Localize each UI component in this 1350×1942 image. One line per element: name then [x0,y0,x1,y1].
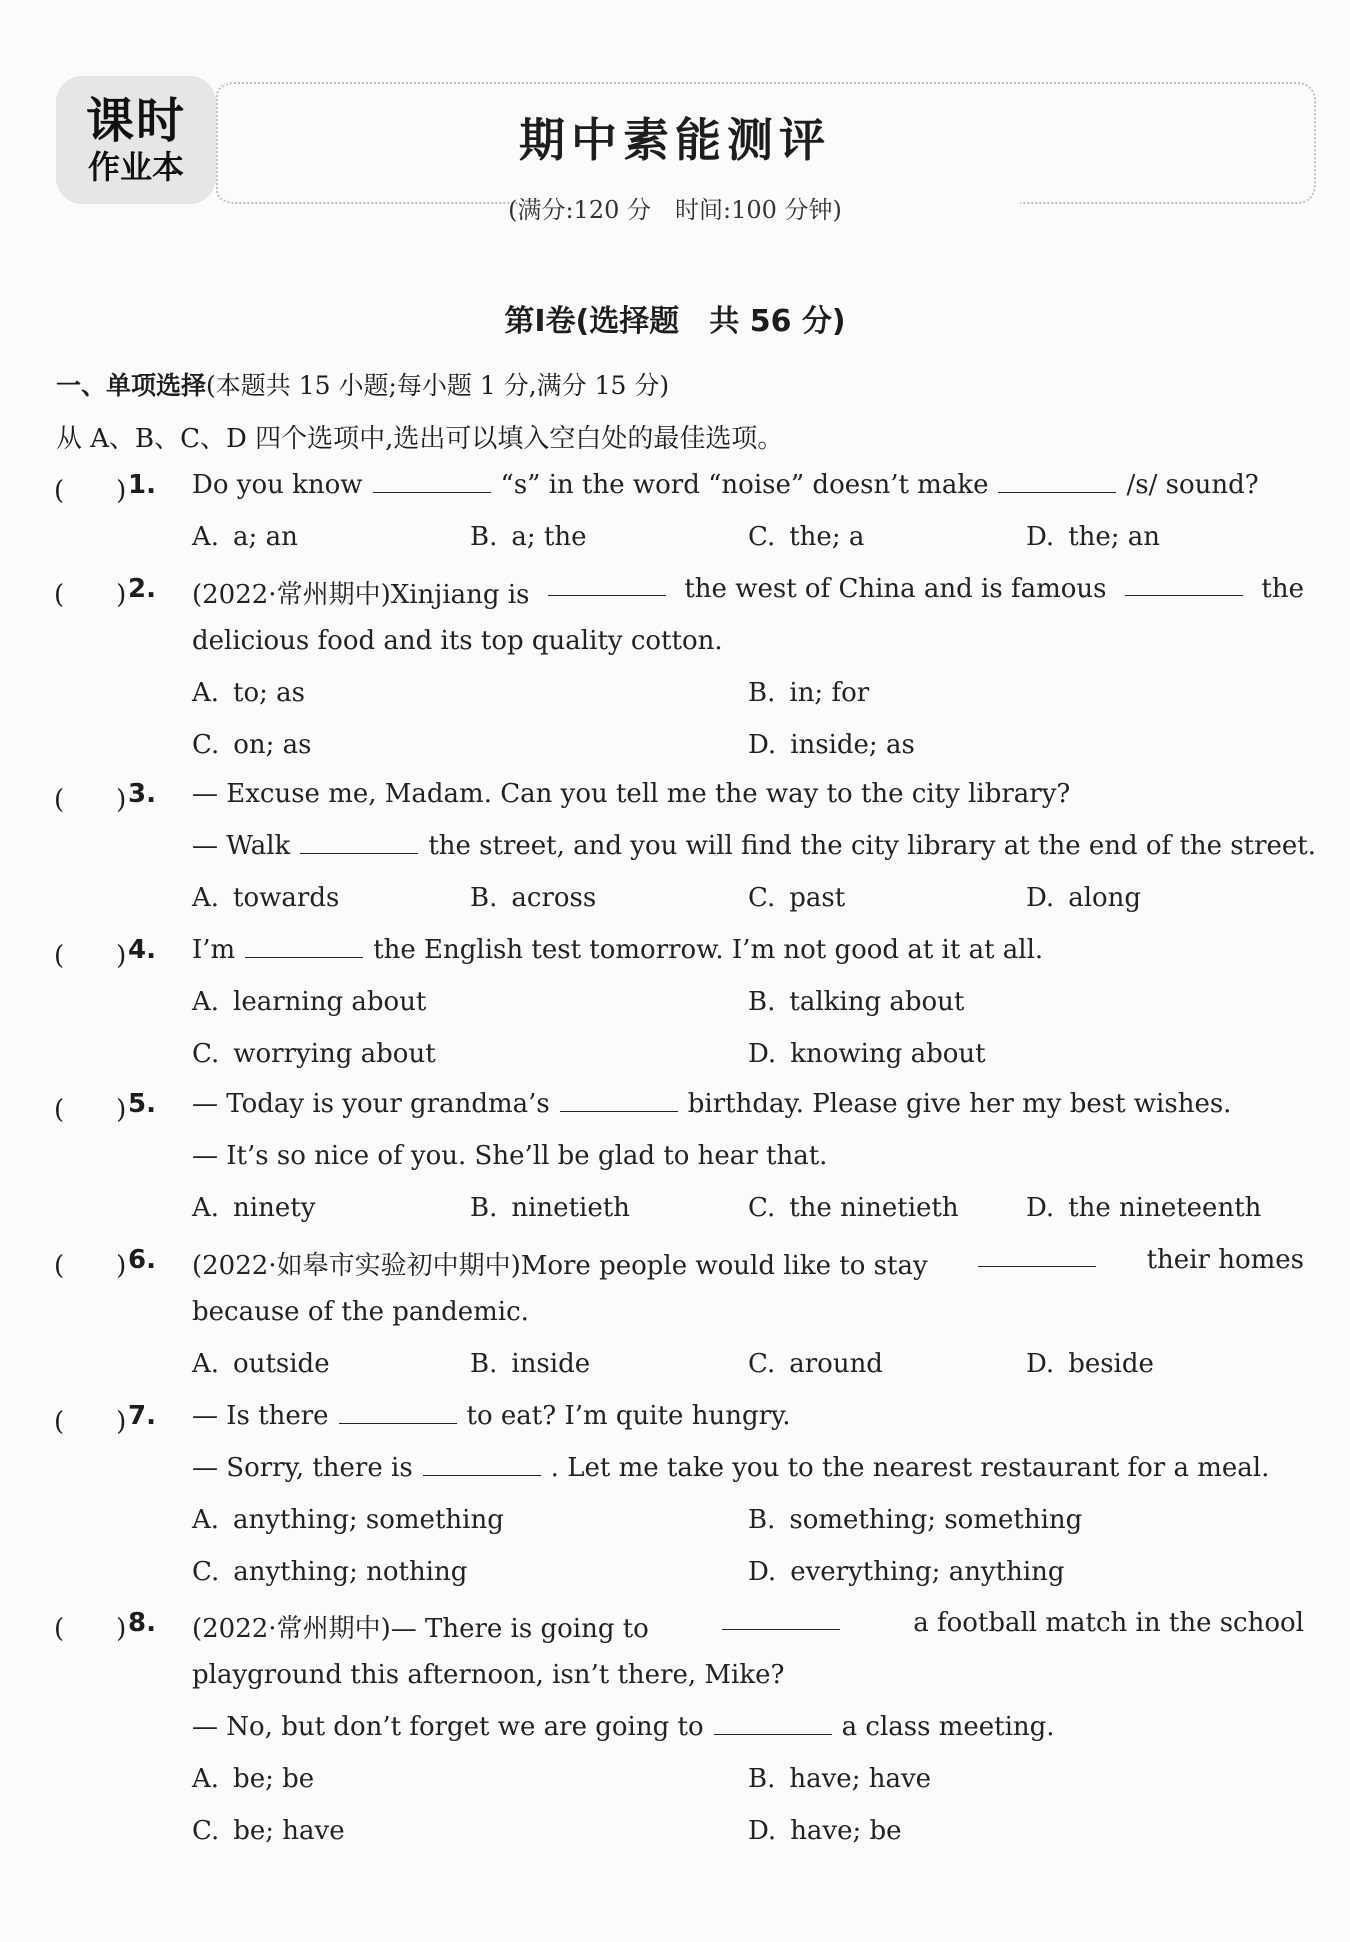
option-letter: B. [470,1193,498,1223]
option-b[interactable] [470,883,596,913]
question-text: — Is there [192,1401,329,1431]
answer-blank[interactable] [548,574,666,596]
question-number: 6. [128,1245,156,1275]
option-letter: B. [470,1349,498,1379]
option-text: inside [511,1349,591,1379]
option-text: be; be [233,1764,315,1794]
option-letter: D. [1026,1193,1055,1223]
option-d[interactable] [1026,1349,1154,1379]
option-c[interactable] [192,730,312,760]
option-c[interactable] [748,522,864,552]
question-line [192,1660,784,1690]
question-line [192,470,1259,500]
question-line [192,831,1316,861]
option-text: ninety [233,1193,316,1223]
option-text: be; have [233,1816,345,1846]
part-title-bold: 一、单项选择 [56,371,207,400]
section-title: 第Ⅰ卷(选择题 共 56 分) [504,304,846,339]
option-d[interactable] [1026,522,1160,552]
option-text: beside [1068,1349,1154,1379]
question-number: 2. [128,574,156,604]
option-b[interactable] [748,678,869,708]
option-letter: A. [192,522,220,552]
option-letter: B. [748,1505,776,1535]
question-number: 8. [128,1608,156,1638]
question-text: playground this afternoon, isn’t there, Mike? [192,1660,785,1690]
answer-bracket[interactable]: ( ) [54,1407,127,1437]
option-b[interactable] [470,1193,630,1223]
option-letter: C. [748,883,776,913]
option-text: anything; nothing [233,1557,468,1587]
option-text: have; be [790,1816,902,1846]
answer-bracket[interactable]: ( ) [54,580,127,610]
option-letter: D. [748,1039,777,1069]
question-line [192,779,1070,809]
answer-blank[interactable] [423,1454,541,1476]
answer-blank[interactable] [300,832,418,854]
option-text: learning about [233,987,427,1017]
option-letter: A. [192,678,220,708]
option-letter: A. [192,1349,220,1379]
question-text: “s” in the word “noise” doesn’t make [500,470,989,500]
option-text: anything; something [233,1505,504,1535]
option-d[interactable] [748,1816,902,1846]
question-line [192,626,723,656]
answer-blank[interactable] [978,1245,1096,1267]
option-letter: A. [192,883,220,913]
option-a[interactable] [192,678,305,708]
option-text: the; an [1068,522,1161,552]
option-text: past [789,883,846,913]
option-a[interactable] [192,1193,315,1223]
question-line [192,935,1043,965]
option-text: ninetieth [511,1193,630,1223]
option-letter: C. [192,1557,220,1587]
question-text: the English test tomorrow. I’m not good at it at all. [373,935,1044,965]
question-text: — It’s so nice of you. She’ll be glad to hear that. [192,1141,828,1171]
option-letter: C. [192,1039,220,1069]
option-a[interactable] [192,1505,504,1535]
question-text: the west of China and is famous [684,574,1107,604]
question-text: — No, but don’t forget we are going to [192,1712,704,1742]
option-d[interactable] [1026,883,1141,913]
option-b[interactable] [748,1764,931,1794]
option-letter: B. [748,678,776,708]
option-letter: C. [748,1349,776,1379]
question-text: a class meeting. [841,1712,1055,1742]
option-letter: B. [748,1764,776,1794]
option-letter: B. [748,987,776,1017]
option-c[interactable] [748,1193,959,1223]
question-text: because of the pandemic. [192,1297,529,1327]
question-line [192,1089,1231,1119]
option-d[interactable] [748,730,915,760]
question-number: 4. [128,935,156,965]
option-text: a; the [511,522,587,552]
option-d[interactable] [1026,1193,1261,1223]
option-c[interactable] [192,1039,436,1069]
option-letter: A. [192,1764,220,1794]
answer-bracket[interactable]: ( ) [54,1251,127,1281]
question-line [192,1245,1304,1282]
option-letter: B. [470,883,498,913]
question-line [192,574,1304,611]
question-text: — Excuse me, Madam. Can you tell me the way to the city library? [192,779,1071,809]
option-a[interactable] [192,1764,314,1794]
answer-blank[interactable] [722,1608,840,1630]
option-text: talking about [789,987,965,1017]
question-text: (2022·常州期中)Xinjiang is [192,580,530,610]
option-text: have; have [789,1764,932,1794]
option-text: the ninetieth [789,1193,959,1223]
option-letter: A. [192,987,220,1017]
option-text: on; as [233,730,312,760]
option-text: around [789,1349,883,1379]
question-number: 7. [128,1401,156,1431]
option-letter: C. [192,1816,220,1846]
option-a[interactable] [192,1349,330,1379]
option-letter: D. [748,1816,777,1846]
question-text: (2022·常州期中)— There is going to [192,1614,649,1644]
question-text: . Let me take you to the nearest restaurant for a meal. [550,1453,1270,1483]
option-b[interactable] [748,987,964,1017]
question-text: delicious food and its top quality cotton. [192,626,723,656]
option-text: in; for [789,678,870,708]
option-letter: D. [1026,883,1055,913]
question-text: Do you know [192,470,363,500]
option-letter: B. [470,522,498,552]
question-number: 1. [128,470,156,500]
part-title [56,366,669,402]
question-text: /s/ sound? [1126,470,1259,500]
option-letter: D. [748,1557,777,1587]
question-text: I’m [192,935,236,965]
question-text: their homes [1146,1245,1304,1275]
option-letter: D. [1026,522,1055,552]
answer-bracket[interactable]: ( ) [54,476,127,506]
answer-blank[interactable] [339,1402,457,1424]
option-text: knowing about [790,1039,986,1069]
option-letter: A. [192,1505,220,1535]
option-d[interactable] [748,1557,1065,1587]
answer-blank[interactable] [998,471,1116,493]
option-text: outside [233,1349,330,1379]
question-text: — Today is your grandma’s [192,1089,550,1119]
option-text: across [511,883,597,913]
option-b[interactable] [470,1349,590,1379]
option-c[interactable] [748,1349,883,1379]
answer-blank[interactable] [714,1713,832,1735]
answer-blank[interactable] [560,1090,678,1112]
logo-text-bottom: 作业本 [87,148,184,186]
question-text: the [1261,574,1304,604]
option-a[interactable] [192,987,426,1017]
answer-blank[interactable] [1125,574,1243,596]
option-text: everything; anything [790,1557,1065,1587]
option-c[interactable] [192,1816,345,1846]
option-letter: A. [192,1193,220,1223]
question-line [192,1401,791,1431]
answer-blank[interactable] [245,936,363,958]
page-title: 期中素能测评 [519,113,831,167]
answer-bracket[interactable]: ( ) [54,941,127,971]
question-text: the street, and you will find the city library at the end of the street. [428,831,1316,861]
logo-text-top: 课时 [85,93,186,149]
page-subtitle: (满分:120 分 时间:100 分钟) [508,196,842,224]
answer-blank[interactable] [373,471,491,493]
option-text: along [1068,883,1142,913]
question-line [192,1712,1055,1742]
question-number: 5. [128,1089,156,1119]
option-letter: D. [1026,1349,1055,1379]
option-a[interactable] [192,522,298,552]
question-text: (2022·如皋市实验初中期中)More people would like to stay [192,1251,928,1281]
option-letter: C. [748,522,776,552]
option-letter: C. [192,730,220,760]
option-text: something; something [789,1505,1083,1535]
option-text: towards [233,883,340,913]
option-letter: C. [748,1193,776,1223]
answer-bracket[interactable]: ( ) [54,785,127,815]
question-text: — Sorry, there is [192,1453,413,1483]
question-line [192,1141,827,1171]
option-b[interactable] [470,522,586,552]
option-text: to; as [233,678,306,708]
question-line [192,1453,1269,1483]
answer-bracket[interactable]: ( ) [54,1095,127,1125]
question-number: 3. [128,779,156,809]
answer-bracket[interactable]: ( ) [54,1614,127,1644]
question-text: birthday. Please give her my best wishes. [687,1089,1232,1119]
option-c[interactable] [748,883,845,913]
question-text: — Walk [192,831,291,861]
option-a[interactable] [192,883,339,913]
question-text: a football match in the school [913,1608,1304,1638]
option-b[interactable] [748,1505,1082,1535]
option-text: the nineteenth [1068,1193,1262,1223]
option-text: worrying about [233,1039,436,1069]
option-letter: D. [748,730,777,760]
question-line [192,1297,529,1327]
option-text: inside; as [790,730,915,760]
question-text: to eat? I’m quite hungry. [466,1401,791,1431]
option-c[interactable] [192,1557,467,1587]
part-title-note: (本题共 15 小题;每小题 1 分,满分 15 分) [206,371,670,400]
question-line [192,1608,1304,1645]
option-d[interactable] [748,1039,986,1069]
option-text: a; an [233,522,298,552]
option-text: the; a [789,522,865,552]
instruction-text: 从 A、B、C、D 四个选项中,选出可以填入空白处的最佳选项。 [56,424,784,454]
